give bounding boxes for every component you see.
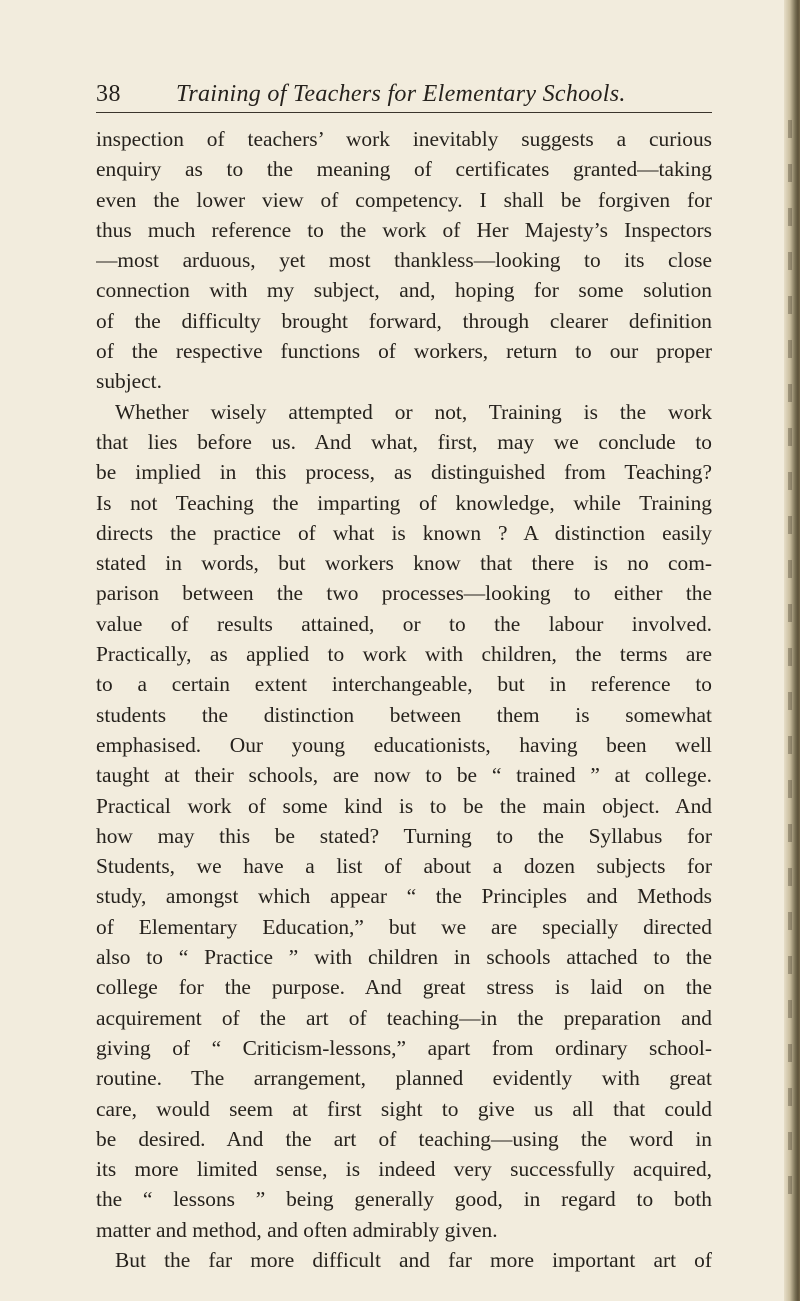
- text-line: that lies before us. And what, first, may we conclude to: [96, 429, 712, 454]
- text-line: of the respective functions of workers, return to our proper: [96, 339, 712, 364]
- text-line: of the difficulty brought forward, through clearer definition: [96, 308, 712, 333]
- text-line: students the distinction between them is somewhat: [96, 702, 712, 727]
- text-line: value of results attained, or to the labour involved.: [96, 611, 712, 636]
- body-text: [96, 124, 712, 1275]
- text-line: subject.: [96, 369, 162, 394]
- text-line: be desired. And the art of teaching—using the word in: [96, 1126, 712, 1151]
- text-line: college for the purpose. And great stress is laid on the: [96, 975, 712, 1000]
- text-line: of Elementary Education,” but we are specially directed: [96, 914, 712, 939]
- text-line: be implied in this process, as distinguished from Teaching?: [96, 460, 712, 485]
- page-binding-edge: [784, 0, 800, 1301]
- text-line: giving of “ Criticism-lessons,” apart from ordinary school-: [96, 1035, 712, 1060]
- text-line: taught at their schools, are now to be “ trained ” at college.: [96, 763, 712, 788]
- text-line: directs the practice of what is known ? A distinction easily: [96, 520, 712, 545]
- text-line: study, amongst which appear “ the Principles and Methods: [96, 884, 712, 909]
- text-line: routine. The arrangement, planned evidently with great: [96, 1066, 712, 1091]
- binding-shadow: [788, 120, 792, 1220]
- text-line: also to “ Practice ” with children in schools attached to the: [96, 945, 712, 970]
- text-line: stated in words, but workers know that there is no com-: [96, 551, 712, 576]
- paragraph-start: But the far more difficult and far more important art of: [115, 1247, 712, 1272]
- text-line: acquirement of the art of teaching—in the preparation and: [96, 1005, 712, 1030]
- text-line: Students, we have a list of about a dozen subjects for: [96, 854, 712, 879]
- text-line: inspection of teachers’ work inevitably suggests a curious: [96, 127, 712, 151]
- text-line: enquiry as to the meaning of certificates granted—taking: [96, 157, 712, 182]
- paragraph-start: Whether wisely attempted or not, Training is the work: [115, 399, 712, 424]
- book-title: Training of Teachers for Elementary Schools.: [176, 81, 626, 107]
- text-line: Practically, as applied to work with children, the terms are: [96, 642, 712, 667]
- text-line: to a certain extent interchangeable, but in reference to: [96, 672, 712, 697]
- text-line: Practical work of some kind is to be the main object. And: [96, 793, 712, 818]
- text-line: the “ lessons ” being generally good, in regard to both: [96, 1187, 712, 1212]
- text-line: matter and method, and often admirably given.: [96, 1217, 498, 1242]
- text-line: thus much reference to the work of Her Majesty’s Inspectors: [96, 217, 712, 242]
- text-line: Is not Teaching the imparting of knowledge, while Training: [96, 490, 712, 515]
- text-line: even the lower view of competency. I shall be forgiven for: [96, 187, 712, 212]
- running-header: [96, 72, 712, 113]
- text-line: parison between the two processes—looking to either the: [96, 581, 712, 606]
- text-line: how may this be stated? Turning to the Syllabus for: [96, 823, 712, 848]
- text-line: its more limited sense, is indeed very successfully acquired,: [96, 1157, 712, 1182]
- text-line: emphasised. Our young educationists, having been well: [96, 732, 712, 757]
- page-number: 38: [96, 81, 121, 107]
- text-line: —most arduous, yet most thankless—looking to its close: [96, 248, 712, 273]
- text-line: connection with my subject, and, hoping for some solution: [96, 278, 712, 303]
- text-line: care, would seem at first sight to give us all that could: [96, 1096, 712, 1121]
